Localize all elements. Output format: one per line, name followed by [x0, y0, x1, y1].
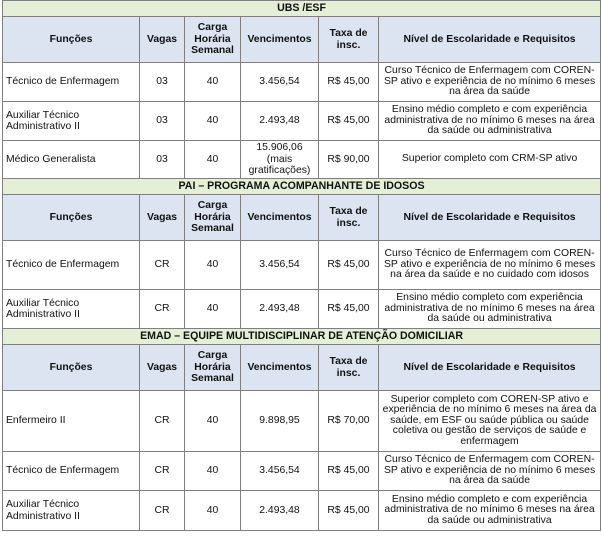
header-funcoes: Funções [3, 195, 140, 241]
header-vencimentos: Vencimentos [241, 345, 319, 391]
cell-taxa: R$ 45,00 [319, 241, 379, 290]
cell-vencimentos: 2.493,48 [241, 102, 319, 141]
cell-funcao: Auxiliar Técnico Administrativo II [3, 290, 140, 329]
cell-taxa: R$ 90,00 [319, 141, 379, 179]
header-vencimentos: Vencimentos [241, 195, 319, 241]
header-requisitos: Nível de Escolaridade e Requisitos [379, 17, 601, 63]
cell-funcao: Médico Generalista [3, 141, 140, 179]
header-requisitos: Nível de Escolaridade e Requisitos [379, 195, 601, 241]
cell-carga: 40 [185, 141, 241, 179]
cell-vencimentos: 3.456,54 [241, 241, 319, 290]
header-carga: Carga Horária Semanal [185, 345, 241, 391]
cell-vencimentos: 15.906,06 (mais gratificações) [241, 141, 319, 179]
header-requisitos: Nível de Escolaridade e Requisitos [379, 345, 601, 391]
header-taxa: Taxa de insc. [319, 17, 379, 63]
cell-vencimentos: 9.898,95 [241, 391, 319, 452]
table-row [3, 63, 601, 102]
cell-carga: 40 [185, 63, 241, 102]
cell-taxa: R$ 45,00 [319, 452, 379, 491]
header-carga: Carga Horária Semanal [185, 17, 241, 63]
cell-carga: 40 [185, 491, 241, 531]
vacancies-table [2, 0, 601, 531]
section-title: PAI – PROGRAMA ACOMPANHANTE DE IDOSOS [3, 179, 601, 195]
cell-vagas: 03 [140, 102, 185, 141]
cell-taxa: R$ 45,00 [319, 491, 379, 531]
column-header-row [3, 17, 601, 63]
cell-requisitos: Ensino médio completo e com experiência administrativa de no mínimo 6 meses na área da saúde ou administrativa [379, 102, 601, 141]
cell-taxa: R$ 70,00 [319, 391, 379, 452]
cell-vencimentos: 2.493,48 [241, 491, 319, 531]
cell-funcao: Técnico de Enfermagem [3, 241, 140, 290]
table-row [3, 241, 601, 290]
cell-carga: 40 [185, 391, 241, 452]
header-vencimentos: Vencimentos [241, 17, 319, 63]
cell-funcao: Auxiliar Técnico Administrativo II [3, 491, 140, 531]
table-row [3, 491, 601, 531]
section-title-row [3, 179, 601, 195]
column-header-row [3, 195, 601, 241]
cell-vagas: CR [140, 290, 185, 329]
cell-vencimentos: 2.493,48 [241, 290, 319, 329]
cell-funcao: Técnico de Enfermagem [3, 63, 140, 102]
header-funcoes: Funções [3, 17, 140, 63]
cell-carga: 40 [185, 102, 241, 141]
table-row [3, 391, 601, 452]
cell-funcao: Enfermeiro II [3, 391, 140, 452]
cell-taxa: R$ 45,00 [319, 63, 379, 102]
section-title-row [3, 1, 601, 17]
cell-vagas: CR [140, 452, 185, 491]
cell-vagas: 03 [140, 141, 185, 179]
cell-requisitos: Ensino médio completo e com experiência administrativa de no mínimo 6 meses na área da saúde ou administrativa [379, 491, 601, 531]
cell-funcao: Auxiliar Técnico Administrativo II [3, 102, 140, 141]
cell-vagas: CR [140, 491, 185, 531]
section-title: UBS /ESF [3, 1, 601, 17]
cell-carga: 40 [185, 241, 241, 290]
table-row [3, 452, 601, 491]
cell-requisitos: Curso Técnico de Enfermagem com COREN-SP ativo e experiência de no mínimo 6 meses na área da saúde [379, 452, 601, 491]
header-carga: Carga Horária Semanal [185, 195, 241, 241]
header-vagas: Vagas [140, 195, 185, 241]
cell-requisitos: Curso Técnico de Enfermagem com COREN-SP ativo e experiência de no mínimo 6 meses na área da saúde [379, 63, 601, 102]
header-taxa: Taxa de insc. [319, 195, 379, 241]
cell-carga: 40 [185, 290, 241, 329]
cell-vagas: CR [140, 391, 185, 452]
column-header-row [3, 345, 601, 391]
header-vagas: Vagas [140, 345, 185, 391]
table-body [3, 1, 601, 531]
table-row [3, 141, 601, 179]
cell-vencimentos: 3.456,54 [241, 63, 319, 102]
table-row [3, 290, 601, 329]
section-title-row [3, 329, 601, 345]
cell-vagas: 03 [140, 63, 185, 102]
cell-vagas: CR [140, 241, 185, 290]
cell-carga: 40 [185, 452, 241, 491]
section-title: EMAD – EQUIPE MULTIDISCIPLINAR DE ATENÇÃO DOMICILIAR [3, 329, 601, 345]
cell-funcao: Técnico de Enfermagem [3, 452, 140, 491]
header-funcoes: Funções [3, 345, 140, 391]
header-vagas: Vagas [140, 17, 185, 63]
cell-vencimentos: 3.456,54 [241, 452, 319, 491]
cell-requisitos: Curso Técnico de Enfermagem com COREN-SP ativo e experiência de no mínimo 6 meses na área da saúde e no cuidado com idosos [379, 241, 601, 290]
table-row [3, 102, 601, 141]
cell-requisitos: Ensino médio completo com experiência administrativa de no mínimo 6 meses na área da saúde ou administrativa [379, 290, 601, 329]
cell-requisitos: Superior completo com COREN-SP ativo e experiência de no mínimo 6 meses na área da saúde, em ESF ou saúde pública ou saúde coletiva ou gestão de serviços de saúde e enfermagem [379, 391, 601, 452]
header-taxa: Taxa de insc. [319, 345, 379, 391]
cell-requisitos: Superior completo com CRM-SP ativo [379, 141, 601, 179]
cell-taxa: R$ 45,00 [319, 102, 379, 141]
cell-taxa: R$ 45,00 [319, 290, 379, 329]
